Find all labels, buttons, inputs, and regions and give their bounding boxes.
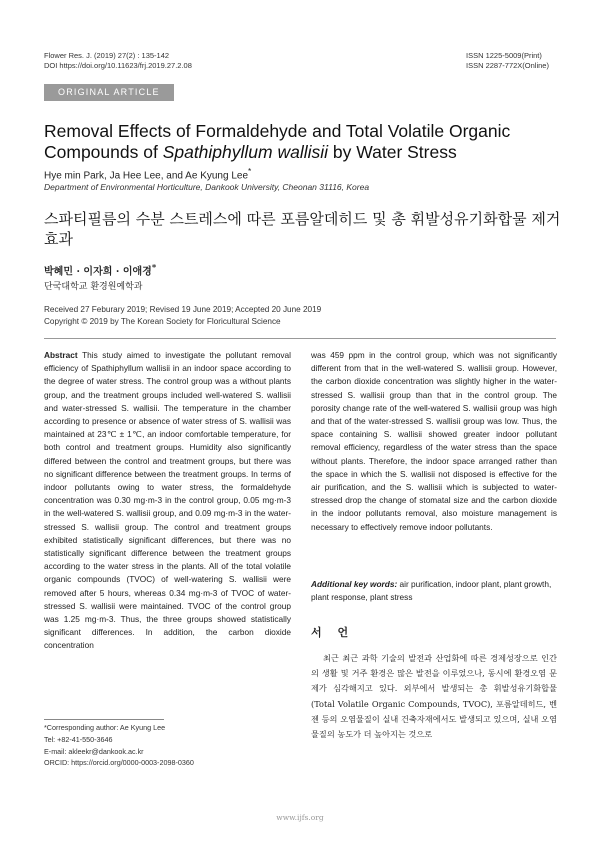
affiliation: Department of Environmental Horticulture, Dankook University, Cheonan 31116, Korea	[44, 182, 370, 192]
korean-author-list: 박혜민 · 이자희 · 이애경	[44, 266, 152, 278]
title-species: Spathiphyllum wallisii	[162, 142, 329, 162]
footnote-tel: Tel: +82-41-550-3646	[44, 734, 113, 744]
abstract-left-column	[44, 349, 291, 717]
keywords	[311, 578, 557, 604]
korean-authors	[44, 262, 156, 277]
section-heading: 서 언	[311, 626, 355, 639]
footnote-corresponding: *Corresponding author: Ae Kyung Lee	[44, 723, 166, 732]
footnote-email: E-mail: akleekr@dankook.ac.kr	[44, 746, 144, 756]
korean-affiliation: 단국대학교 환경원예학과	[44, 282, 143, 292]
corresponding-mark: *	[248, 166, 252, 176]
received-dates: Received 27 Feburary 2019; Revised 19 June 2019; Accepted 20 June 2019	[44, 305, 322, 314]
title-pre: Compounds of	[44, 142, 163, 162]
intro-paragraph	[311, 651, 557, 742]
doi-line: DOI https://doi.org/10.11623/frj.2019.27.2.08	[44, 61, 192, 70]
title-line-2	[44, 142, 564, 163]
keywords-list: air purification, indoor plant, plant growth, plant response, plant stress	[311, 579, 552, 602]
authors	[44, 166, 251, 181]
article-dates	[44, 304, 321, 328]
title-post: by Water Stress	[328, 142, 457, 162]
footer-url: www.ijfs.org	[276, 813, 324, 822]
journal-citation: Flower Res. J. (2019) 27(2) : 135-142	[44, 51, 170, 60]
issn-print: ISSN 1225-5009(Print)	[466, 51, 542, 60]
footnote-orcid: ORCID: https://orcid.org/0000-0003-2098-0360	[44, 758, 194, 768]
abstract-text-left: This study aimed to investigate the pollutant removal efficiency of Spathiphyllum wallisii in an indoor space according to the degree of water stress. The control group was a without plants group, and the treatment groups included well-watered S. wallisii and water-stressed S. wallisii. The temperature in the chamber according to presence or absence of water stress of S. wallisii was maintained at 23℃ ± 1℃, an indoor comfortable temperature, for both control and treatment groups. Humidity also significantly differed between the control and treatment groups, but there was no significant difference between the treatment groups. In terms of indoor pollutants owing to water stress, the formaldehyde concentration was 0.30 mg·m-3 in the control group, 0.05 mg·m-3 in the well-watered S. wallisii group, and 0.09 mg·m-3 in the water-stressed S. wallisii group. The control and treatment groups exhibited statistically significant differences, but there was no statistically significant difference between the treatment groups according to the water stress in the plants. All of the total volatile organic compounds (TVOC) of well-watering S. wallisii were removed after 5 hours, whereas 0.34 mg·m-3 of TVOC of water-stressed S. wallisii were maintained. TVOC of the control group was 1.25 mg·m-3. Thus, the three groups showed statistically significant differences. In addition, the carbon dioxide concentration	[44, 350, 291, 651]
author-list: Hye min Park, Ja Hee Lee, and Ae Kyung Lee	[44, 170, 249, 182]
title-line-1: Removal Effects of Formaldehyde and Total Volatile Organic	[44, 121, 511, 141]
intro-text: 최근 최근 과학 기술의 발전과 산업화에 따른 경제성장으로 인간의 생활 및 거주 환경은 많은 발전을 이루었으나, 동시에 환경오염 문제가 심각해지고 있다. 외부에서 발생되는 총 휘발성유기화합물(Total Volatile Organic Compounds, TVOC), 포름알데히드, 벤젠 등의 오염물질이 실내 건축자재에서도 발생되고 있으며, 실내 오염물질의 농도가 더 높아지는 것으로	[311, 653, 557, 740]
keywords-label: Additional key words:	[311, 579, 398, 589]
korean-title: 스파티필름의 수분 스트레스에 따른 포름알데히드 및 총 휘발성유기화합물 제거 효과	[44, 210, 561, 248]
footnote-rule	[44, 719, 164, 720]
article-title	[44, 121, 564, 163]
divider	[44, 338, 556, 339]
copyright-line: Copyright © 2019 by The Korean Society for Floricultural Science	[44, 317, 281, 326]
footnote	[44, 722, 194, 769]
korean-corresponding-mark: *	[151, 262, 157, 272]
abstract-right-column: was 459 ppm in the control group, which was not significantly different from that in the well-watered S. wallisii group. However, the carbon dioxide concentration was slightly higher in the water-stressed S. wallisii group than that in the control group. The porosity change rate of the well-watered S. wallisii group was high and that of the water-stressed S. wallisii group was low. Thus, the space containing S. wallisii showed greater indoor pollutant removal efficiency, regardless of the water stress than the space without plants. Therefore, the indoor space arranged rather than the space in which the S. wallisii not disposed is effective for the air purification, and the S. wallisii which is subjected to water-stressed drop the change of stomatal size and the carbon dioxide in the indoor pollutants removal, also moisture management is necessary to effectively remove indoor pollutants.	[311, 350, 557, 532]
issn-online: ISSN 2287-772X(Online)	[466, 61, 549, 70]
abstract-label: Abstract	[44, 350, 78, 360]
article-type-badge: ORIGINAL ARTICLE	[44, 84, 174, 101]
